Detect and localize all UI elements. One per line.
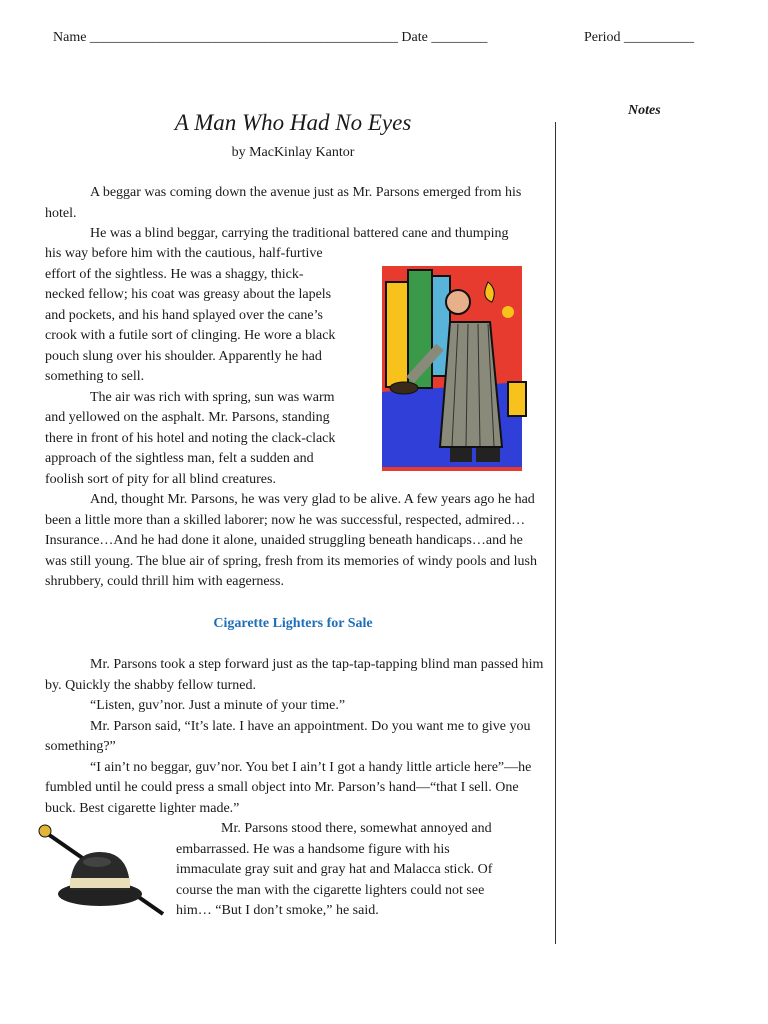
paragraph-9-line: immaculate gray suit and gray hat and Malacca stick. Of — [176, 862, 493, 877]
paragraph-2-line: pouch slung over his shoulder. Apparently he had — [45, 348, 322, 364]
name-date-line: Name ____________________________________________ Date ________ — [53, 30, 488, 45]
paragraph-2-first-line: He was a blind beggar, carrying the traditional battered cane and thumping — [90, 226, 509, 241]
notes-label: Notes — [628, 103, 661, 118]
paragraph-6: “Listen, guv’nor. Just a minute of your time.” — [90, 698, 346, 713]
paragraph-3-line: there in front of his hotel and noting the clack-clack — [45, 430, 336, 446]
paragraph-2-line: crook with a futile sort of clinging. He wore a black — [45, 328, 336, 343]
paragraph-2-line: effort of the sightless. He was a shaggy, thick- — [45, 266, 304, 282]
story-block-2 — [45, 244, 375, 490]
paragraph-9-line: course the man with the cigarette lighters could not see — [176, 882, 485, 898]
hat-and-cane-illustration — [35, 822, 170, 922]
paragraph-3-line: foolish sort of pity for all blind creatures. — [45, 471, 276, 487]
author-line: by MacKinlay Kantor — [231, 145, 355, 160]
paragraph-2-line: something to sell. — [45, 369, 145, 384]
paragraph-3-line: The air was rich with spring, sun was warm — [90, 389, 335, 405]
story-block-5 — [176, 819, 536, 922]
paragraph-5: Mr. Parsons took a step forward just as the tap-tap-tapping blind man passed him by. Quickly the shabby fellow turned. — [45, 657, 544, 693]
paragraph-7: Mr. Parson said, “It’s late. I have an appointment. Do you want me to give you something?” — [45, 718, 531, 754]
paragraph-2-line: and pockets, and his hand splayed over the cane’s — [45, 307, 323, 323]
paragraph-2-line: his way before him with the cautious, half-furtive — [45, 246, 323, 261]
section-heading: Cigarette Lighters for Sale — [213, 616, 373, 631]
story-block-1 — [45, 183, 545, 245]
blind-beggar-illustration — [380, 262, 530, 477]
paragraph-3-line: and yellowed on the asphalt. Mr. Parsons, standing — [45, 410, 330, 425]
story-block-4 — [45, 655, 545, 819]
paragraph-9-line: embarrassed. He was a handsome figure with his — [176, 841, 450, 857]
paragraph-1: A beggar was coming down the avenue just as Mr. Parsons emerged from his hotel. — [45, 185, 522, 221]
paragraph-9-line: him… “But I don’t smoke,” he said. — [176, 903, 379, 918]
paragraph-8: “I ain’t no beggar, guv’nor. You bet I ain’t I got a handy little article here”—he fumbled until he could press a small object into Mr. Parson’s hand—“that I sell. One buck. Best cigarette lighter made.” — [45, 759, 532, 816]
paragraph-3-line: approach of the sightless man, felt a sudden and — [45, 451, 314, 466]
story-block-3 — [45, 490, 545, 593]
paragraph-4: And, thought Mr. Parsons, he was very glad to be alive. A few years ago he had been a little more than a skilled laborer; now he was successful, respected, admired…Insurance…And he had done it alone, unaided struggling beneath handicaps…and he was still young. The blue air of spring, fresh from its memories of windy pools and lush shrubbery, could thrill him with eagerness. — [45, 492, 538, 589]
period-line: Period __________ — [584, 30, 695, 45]
paragraph-9-line: Mr. Parsons stood there, somewhat annoyed and — [221, 821, 492, 836]
paragraph-2-line: necked fellow; his coat was greasy about the lapels — [45, 287, 332, 302]
notes-divider — [555, 122, 556, 944]
page-title: A Man Who Had No Eyes — [174, 110, 412, 135]
